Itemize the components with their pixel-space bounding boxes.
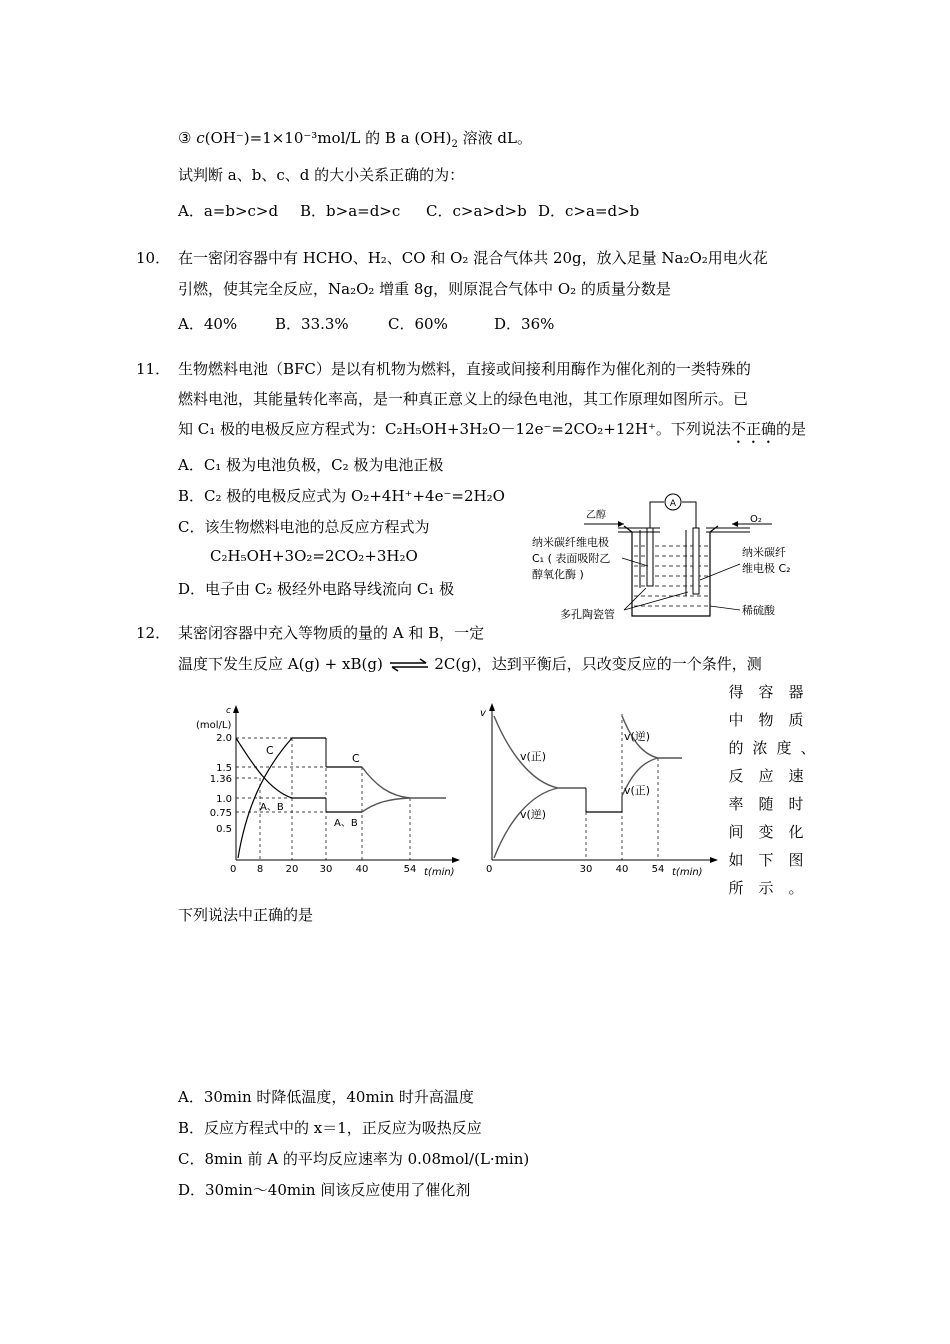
- graph1-ytick-0.75: 0.75: [209, 808, 232, 819]
- side-text-char: 中: [728, 711, 744, 729]
- graph2-xtick-40: 40: [615, 864, 629, 875]
- q11-number: 11．: [136, 360, 171, 378]
- side-text-char: 、: [800, 739, 816, 757]
- graph1-curve-c-after-40: [362, 767, 446, 798]
- graph1-curve-ab-after-40: [362, 798, 410, 812]
- graph1-xtick-54: 54: [403, 864, 417, 875]
- q9-judge: 试判断 a、b、c、d 的大小关系正确的为：: [178, 166, 465, 184]
- side-text-char: 率: [728, 795, 744, 813]
- graph1-label-c2: C: [352, 752, 360, 765]
- side-text-char: 时: [788, 795, 804, 813]
- q11-line2: 燃料电池，其能量转化率高，是一种真正意义上的绿色电池，其工作原理如图所示。已: [178, 390, 749, 408]
- graph2-xtick-0: 0: [486, 864, 493, 875]
- q10-option-a: A．40%: [178, 315, 238, 333]
- graph1-ytick-2.0: 2.0: [216, 733, 232, 744]
- q10-number: 10．: [136, 249, 171, 267]
- q11-option-c-equation: C₂H₅OH+3O₂=2CO₂+3H₂O: [210, 547, 418, 565]
- graph1-xtick-8: 8: [256, 864, 264, 875]
- q9-option-d: D．c>a=d>b: [538, 202, 640, 220]
- o2-label: O₂: [750, 514, 762, 525]
- q9-option-c: C．c>a>d>b: [426, 202, 527, 220]
- q9-option-a: A．a=b>c>d: [178, 202, 279, 220]
- side-text-char: 间: [728, 823, 744, 841]
- emphasis-not-correct: 不正确: [730, 420, 776, 438]
- q11-option-c: C．该生物燃料电池的总反应方程式为: [178, 518, 430, 536]
- q10-option-b: B．33.3%: [275, 315, 349, 333]
- q12-option-c: C．8min 前 A 的平均反应速率为 0.08mol/(L·min): [178, 1150, 530, 1168]
- arrow-right-icon: [618, 521, 624, 527]
- equilibrium-arrow-icon: [388, 658, 430, 672]
- side-text-char: 。: [788, 879, 804, 897]
- q12-line1: 某密闭容器中充入等物质的量的 A 和 B，一定: [178, 624, 485, 642]
- graph2-ylabel: v: [480, 708, 486, 719]
- graph1-label-ab1: A、B: [260, 802, 284, 813]
- side-text-char: 的: [728, 739, 744, 757]
- graph2-curve-v-reverse: [494, 788, 558, 858]
- side-text-char: 容: [758, 683, 774, 701]
- side-text-char: 化: [788, 823, 804, 841]
- side-text-char: 度: [776, 739, 792, 757]
- q11-option-a: A．C₁ 极为电池负极，C₂ 极为电池正极: [178, 456, 444, 474]
- q10-line1: 在一密闭容器中有 HCHO、H₂、CO 和 O₂ 混合气体共 20g，放入足量 Na₂O₂用电火花: [178, 249, 768, 267]
- graph1-label-c1: C: [266, 744, 274, 757]
- side-text-char: 下: [758, 851, 774, 869]
- q12-question: 下列说法中正确的是: [178, 906, 314, 924]
- graph1-ytick-1.5: 1.5: [216, 763, 232, 774]
- side-text-char: 反: [728, 767, 744, 785]
- q12-option-d: D．30min～40min 间该反应使用了催化剂: [178, 1181, 471, 1199]
- sulfuric-acid-label: 稀硫酸: [742, 604, 775, 617]
- ammeter-label: A: [669, 499, 677, 509]
- side-text-char: 器: [788, 683, 804, 701]
- side-text-char: 图: [788, 851, 804, 869]
- electrode-c2: [693, 528, 699, 594]
- side-text-char: 变: [758, 823, 774, 841]
- graph1-xlabel: t(min): [424, 867, 455, 878]
- graph1-ytick-1.36: 1.36: [209, 774, 232, 785]
- q10-option-c: C．60%: [388, 315, 448, 333]
- graph2-label-vfwd1: v(正): [520, 750, 547, 763]
- q12-number: 12．: [136, 624, 171, 642]
- graph1-ylabel-c: c: [226, 706, 231, 716]
- arrow-left-icon: [732, 521, 738, 527]
- q12-option-b: B．反应方程式中的 x＝1，正反应为吸热反应: [178, 1119, 482, 1137]
- graph1-label-ab2: A、B: [334, 818, 358, 829]
- side-text-char: 浓: [752, 739, 768, 757]
- graph1-ytick-1.0: 1.0: [216, 794, 232, 805]
- graph1-xtick-20: 20: [285, 864, 299, 875]
- rate-graph: [478, 700, 723, 882]
- c1-label-line1: 纳米碳纤维电极: [532, 536, 609, 549]
- side-text-char: 随: [758, 795, 774, 813]
- side-text-char: 示: [758, 879, 774, 897]
- side-text-char: 速: [788, 767, 804, 785]
- q11-line1: 生物燃料电池（BFC）是以有机物为燃料，直接或间接利用酶作为催化剂的一类特殊的: [178, 360, 751, 378]
- side-text-char: 物: [758, 711, 774, 729]
- graph1-curve-ab: [236, 738, 326, 798]
- ethanol-label: 乙醇: [586, 510, 606, 521]
- q11-option-d: D．电子由 C₂ 极经外电路导线流向 C₁ 极: [178, 580, 455, 598]
- graph1-xtick-0: 0: [230, 864, 237, 875]
- c2-label-line2: 维电极 C₂: [742, 562, 791, 575]
- q11-line3: 知 C₁ 极的电极反应方程式为：C₂H₅OH+3H₂O－12e⁻=2CO₂+12H⁺。下列说法不正确的是: [178, 420, 806, 438]
- c1-label-line3: 醇氧化酶 ): [532, 568, 584, 581]
- q10-option-d: D．36%: [494, 315, 555, 333]
- c1-label-line2: C₁ ( 表面吸附乙: [532, 552, 611, 565]
- graph1-ytick-0.5: 0.5: [216, 824, 232, 835]
- graph2-xtick-30: 30: [579, 864, 593, 875]
- fuel-cell-diagram: [528, 488, 818, 630]
- side-text-char: 得: [728, 683, 744, 701]
- q9-item3: ③ c(OH⁻)=1×10⁻³mol/L 的 B a $(OH)_2$ 溶液 dL。: [178, 129, 532, 150]
- concentration-graph: [190, 700, 465, 882]
- graph2-xlabel: t(min): [672, 867, 703, 878]
- side-text-char: 如: [728, 851, 744, 869]
- graph2-label-vrev1: v(逆): [520, 808, 547, 821]
- graph2-xtick-54: 54: [651, 864, 665, 875]
- side-text-char: 应: [758, 767, 774, 785]
- electrode-c1: [647, 528, 653, 586]
- q11-option-b: B．C₂ 极的电极反应式为 O₂+4H⁺+4e⁻=2H₂O: [178, 487, 505, 505]
- graph2-label-vrev2: v(逆): [624, 730, 651, 743]
- side-text-char: 质: [788, 711, 804, 729]
- q12-option-a: A．30min 时降低温度，40min 时升高温度: [178, 1088, 474, 1106]
- graph2-label-vfwd2: v(正): [624, 784, 651, 797]
- graph1-ylabel-unit: (mol/L): [196, 720, 232, 731]
- q9-option-b: B．b>a=d>c: [300, 202, 401, 220]
- graph1-xtick-40: 40: [355, 864, 369, 875]
- beaker: [624, 526, 718, 616]
- graph1-xtick-30: 30: [319, 864, 333, 875]
- q12-line2: 温度下发生反应 A(g) + xB(g) 2C(g)，达到平衡后，只改变反应的一个条件，测: [178, 655, 762, 673]
- porous-tube-label: 多孔陶瓷管: [560, 608, 615, 621]
- q10-line2: 引燃，使其完全反应，Na₂O₂ 增重 8g，则原混合气体中 O₂ 的质量分数是: [178, 280, 671, 298]
- c2-label-line1: 纳米碳纤: [742, 546, 786, 559]
- side-text-char: 所: [728, 879, 744, 897]
